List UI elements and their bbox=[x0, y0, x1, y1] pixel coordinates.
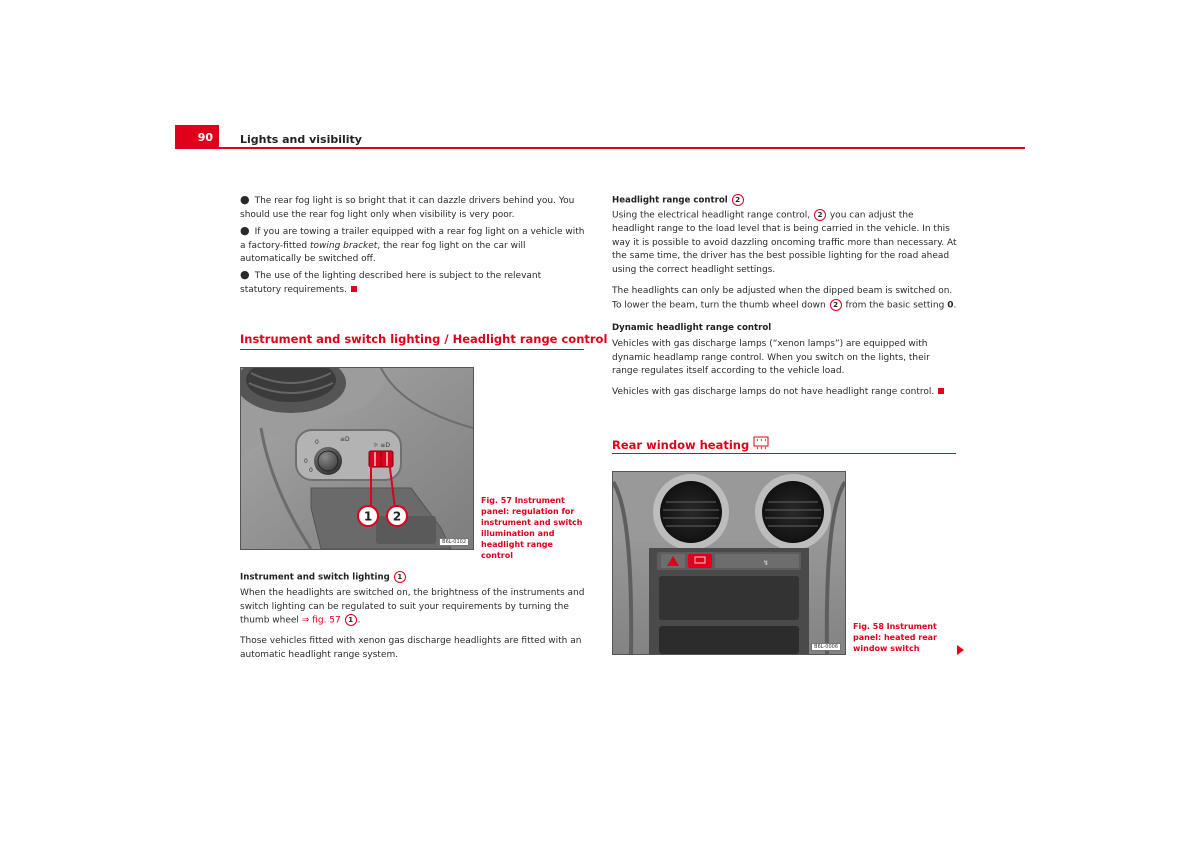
svg-text:0: 0 bbox=[304, 458, 308, 465]
bullet-dot-icon: ● bbox=[240, 193, 250, 206]
marker-circle: 2 bbox=[814, 209, 826, 221]
paragraph-text: The headlights can only be adjusted when the dipped beam is switched on. To lower the beam, turn the thumb wheel down bbox=[612, 286, 953, 311]
end-of-section-square-icon bbox=[351, 286, 357, 292]
figure-58-illustration bbox=[613, 472, 845, 654]
paragraph bbox=[612, 285, 957, 313]
svg-text:☼ ≡D: ☼ ≡D bbox=[373, 442, 390, 449]
bullet-text: If you are towing a trailer equipped with a rear fog light on a vehicle with a factory-fitted bbox=[240, 227, 585, 251]
paragraph-text: you can adjust the headlight range to the load level that is being carried in the vehicle. In this way it is possible to avoid dazzling oncoming traffic more than necessary. At the same time, the driver has the best possible lighting for the road ahead using the correct headlight settings. bbox=[612, 210, 957, 275]
figure-link[interactable]: ⇒ fig. 57 bbox=[301, 615, 341, 626]
marker-circle: 1 bbox=[345, 614, 357, 626]
subheading-headlight-range bbox=[612, 194, 745, 206]
chapter-title: Lights and visibility bbox=[240, 133, 362, 146]
section-rule bbox=[240, 349, 584, 350]
paragraph: Those vehicles fitted with xenon gas discharge headlights are fitted with an automatic headlight range system. bbox=[240, 636, 582, 660]
basic-setting-value: 0 bbox=[947, 300, 954, 311]
paragraph bbox=[612, 386, 957, 400]
marker-circle: 2 bbox=[830, 299, 842, 311]
end-of-section-square-icon bbox=[938, 388, 944, 394]
next-page-arrow-icon[interactable] bbox=[957, 645, 964, 655]
section-title-text: Rear window heating bbox=[612, 438, 750, 452]
subheading-text: Headlight range control bbox=[612, 195, 728, 206]
figure-code: B6L-0102 bbox=[439, 538, 469, 546]
bullet-text: The use of the lighting described here is subject to the relevant statutory requirements. bbox=[240, 271, 542, 295]
page-number: 90 bbox=[197, 131, 213, 144]
figure-code: B6L-0006 bbox=[811, 643, 841, 651]
paragraph-text: from the basic setting bbox=[842, 300, 948, 311]
figure-57-instrument-panel bbox=[240, 367, 474, 550]
callout-marker-1 bbox=[358, 506, 378, 526]
callout-label-1: 1 bbox=[363, 509, 373, 524]
figure-58-caption: Fig. 58 Instrument panel: heated rear window switch bbox=[853, 622, 937, 653]
bullet-item bbox=[240, 193, 585, 222]
svg-text:0: 0 bbox=[309, 467, 313, 474]
section-rule bbox=[612, 453, 956, 454]
figure-57-caption: Fig. 57 Instrument panel: regulation for instrument and switch illumination and headlight range control bbox=[481, 496, 583, 560]
bullet-dot-icon: ● bbox=[240, 224, 250, 237]
callout-label-2: 2 bbox=[392, 509, 402, 524]
figure-57-illustration bbox=[241, 368, 473, 549]
section-title-rear-window bbox=[612, 436, 769, 452]
bullet-item bbox=[240, 268, 585, 297]
bullet-text: The rear fog light is so bright that it can dazzle drivers behind you. You should use the rear fog light only when visibility is very poor. bbox=[240, 196, 575, 220]
paragraph bbox=[240, 587, 585, 628]
paragraph-text: When the headlights are switched on, the brightness of the instruments and switch lighting can be regulated to suit your requirements by turning the thumb wheel bbox=[240, 588, 585, 626]
rear-window-heating-icon bbox=[753, 436, 769, 450]
bullet-dot-icon: ● bbox=[240, 268, 250, 281]
marker-circle: 1 bbox=[394, 571, 406, 583]
subheading-instrument-lighting bbox=[240, 571, 407, 583]
bullet-item bbox=[240, 224, 585, 267]
svg-text:0: 0 bbox=[315, 439, 319, 446]
subheading-text: Instrument and switch lighting bbox=[240, 572, 390, 583]
figure-58-instrument-panel bbox=[612, 471, 846, 655]
paragraph-text: Using the electrical headlight range control, bbox=[612, 210, 813, 221]
marker-circle: 2 bbox=[732, 194, 744, 206]
callout-marker-2 bbox=[387, 506, 407, 526]
bullet-emphasis: towing bracket bbox=[310, 240, 378, 251]
bullet-text: , the rear fog light on the car will automatically be switched off. bbox=[240, 240, 526, 265]
subheading-dynamic-range: Dynamic headlight range control bbox=[612, 323, 772, 333]
section-title: Instrument and switch lighting / Headlight range control bbox=[240, 332, 608, 346]
paragraph-end: . bbox=[953, 300, 957, 311]
header-rule bbox=[219, 147, 1025, 149]
paragraph bbox=[612, 209, 957, 277]
svg-text:↯: ↯ bbox=[763, 559, 769, 567]
paragraph: Vehicles with gas discharge lamps (“xenon lamps”) are equipped with dynamic headlamp range control. When you switch on the lights, their range regulates itself according to the vehicle load. bbox=[612, 339, 930, 377]
svg-text:≡D: ≡D bbox=[340, 436, 350, 443]
paragraph-text: Vehicles with gas discharge lamps do not have headlight range control. bbox=[612, 387, 935, 397]
paragraph-end: . bbox=[357, 615, 361, 626]
